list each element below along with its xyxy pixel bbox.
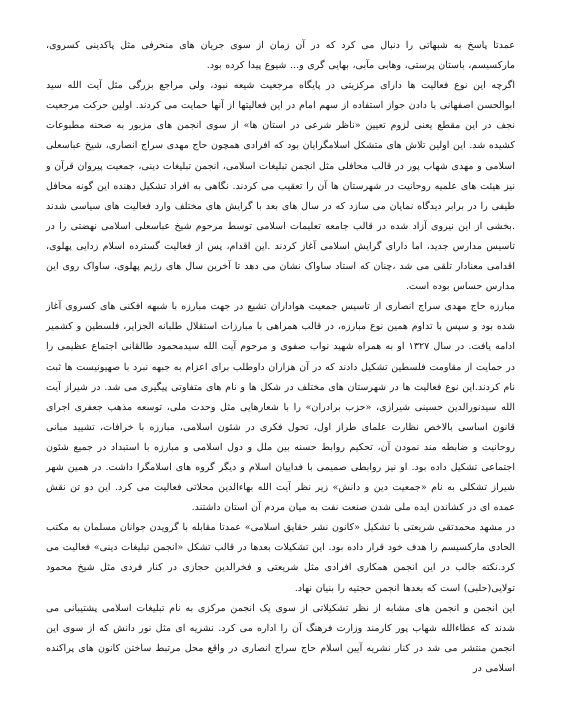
paragraph-5: این انجمن و انجمن های مشابه از نظر تشکیلاتی از سوی یک انجمن مرکزی به نام تبلیغات اسلامی پشتیبانی می شدند که عطاءالله شهاب پور کارمند وزارت فرهنگ آن را اداره می کرد. نشریه ای مثل نور دانش که از سوی این انجمن منتشر می شد در کنار نشریه آیین اسلام حاج سراج انصاری در واقع محل مرتبط ساختن کانون های پراکنده اسلامی در xyxy=(46,602,515,674)
paragraph-1: عمدتا پاسخ به شبهاتی را دنبال می کرد که در آن زمان از سوی جریان های منحرفی مثل پاکدینی کسروی، مارکسیسم، باستان پرستی، وهابی مآبی، بهایی گری و... شیوع پیدا کرده بود. xyxy=(46,40,515,72)
paragraph-3: مبارزه حاج مهدی سراج انصاری از تاسیس جمعیت هواداران تشیع در جهت مبارزه با شبهه افکنی های کسروی آغاز شده بود و سپس با تداوم همین نوع مبارزه، در قالب همراهی با مبارزات استقلال طلبانه الجزایر، فلسطین و کشمیر ادامه یافت. در سال ۱۳۲۷ او به همراه شهید نواب صفوی و مرحوم آیت الله سیدمحمود طالقانی اجتماع عظیمی را در حمایت از مقاومت فلسطین تشکیل دادند که در آن هزاران داوطلب برای اعزام به جبهه نبرد با صهیونیست ها ثبت نام کردند.این نوع فعالیت ها در شهرستان های مختلف در شکل ها و نام های متفاوتی پیگیری می شد. در شیراز آیت الله سیدنورالدین حسینی شیرازی، «حزب برادران» را با شعارهایی مثل وحدت ملی، توسعه مذهب جعفری اجرای قانون اساسی بالاخص نظارت علمای طراز اول، تحول فکری در شئون اسلامی، مبارزه با خرافات، تشیید مبانی روحانیت و ضابطه مند نمودن آن، تحکیم روابط حسنه بین ملل و دول اسلامی و مبارزه با استبداد در جمیع شئون اجتماعی تشکیل داده بود. او نیز روابطی صمیمی با فداییان اسلام و دیگر گروه های اسلامگرا داشت. در همین شهر شیراز تشکلی به نام «جمعیت دین و دانش» زیر نظر آیت الله بهاءالدین محلاتی فعالیت می کرد. این دو تن نقش عمده ای در کشاندن ایده ملی شدن صنعت نفت به میان مردم آن استان داشتند. xyxy=(46,301,515,514)
paragraph-2: اگرچه این نوع فعالیت ها دارای مرکزیتی در پایگاه مرجعیت شیعه نبود، ولی مراجع بزرگی مثل آیت الله سید ابوالحسن اصفهانی با دادن جواز استفاده از سهم امام در این فعالیتها از آنها حمایت می کردند. اولین حرکت مرجعیت نجف در این مقطع یعنی لزوم تعیین «ناظر شرعی در استان ها» از سوی انجمن های مزبور به صحنه مطبوعات کشیده شد. این اولین تلاش های متشکل اسلامگرایان بود که افرادی همچون حاج مهدی سراج انصاری، شیخ عباسعلی اسلامی و مهدی شهاب پور در قالب محافلی مثل انجمن تبلیغات اسلامی، انجمن تبلیغات دینی، جمعیت پیروان قرآن و نیز هیئت های علمیه روحانیت در شهرستان ها آن را تعقیب می کردند. نگاهی به افراد تشکیل دهنده این گونه محافل طیفی را در برابر دیدگاه نمایان می سازد که در سال های بعد با گرایش های مختلف وارد فعالیت های سیاسی شدند .بخشی از این نیروی آزاد شده در قالب جامعه تعلیمات اسلامی توسط مرحوم شیخ عباسعلی اسلامی نهضتی را در تاسیس مدارس جدید، اما دارای گرایش اسلامی آغاز کردند .این اقدام، پس از فعالیت گسترده اسلام زدایی پهلوی، اقدامی معنادار تلقی می شد ،چنان که استاد ساواک نشان می دهد تا آخرین سال های رژیم پهلوی، ساواک روی این مدارس حساس بوده است. xyxy=(46,80,515,293)
paragraph-4: در مشهد محمدتقی شریعتی با تشکیل «کانون نشر حقایق اسلامی» عمدتا مقابله با گرویدن جوانان مسلمان به مکتب الحادی مارکسیسم را هدف خود قرار داده بود. این تشکیلات بعدها در قالب تشکل «انجمن تبلیغات دینی» فعالیت می کرد.نکته جالب در این انجمن همکاری افرادی مثل شریعتی و فخرالدین حجازی در کنار فردی مثل شیخ محمود تولایی(حلبی) است که بعدها انجمن حجتیه را بنیان نهاد. xyxy=(46,522,515,594)
